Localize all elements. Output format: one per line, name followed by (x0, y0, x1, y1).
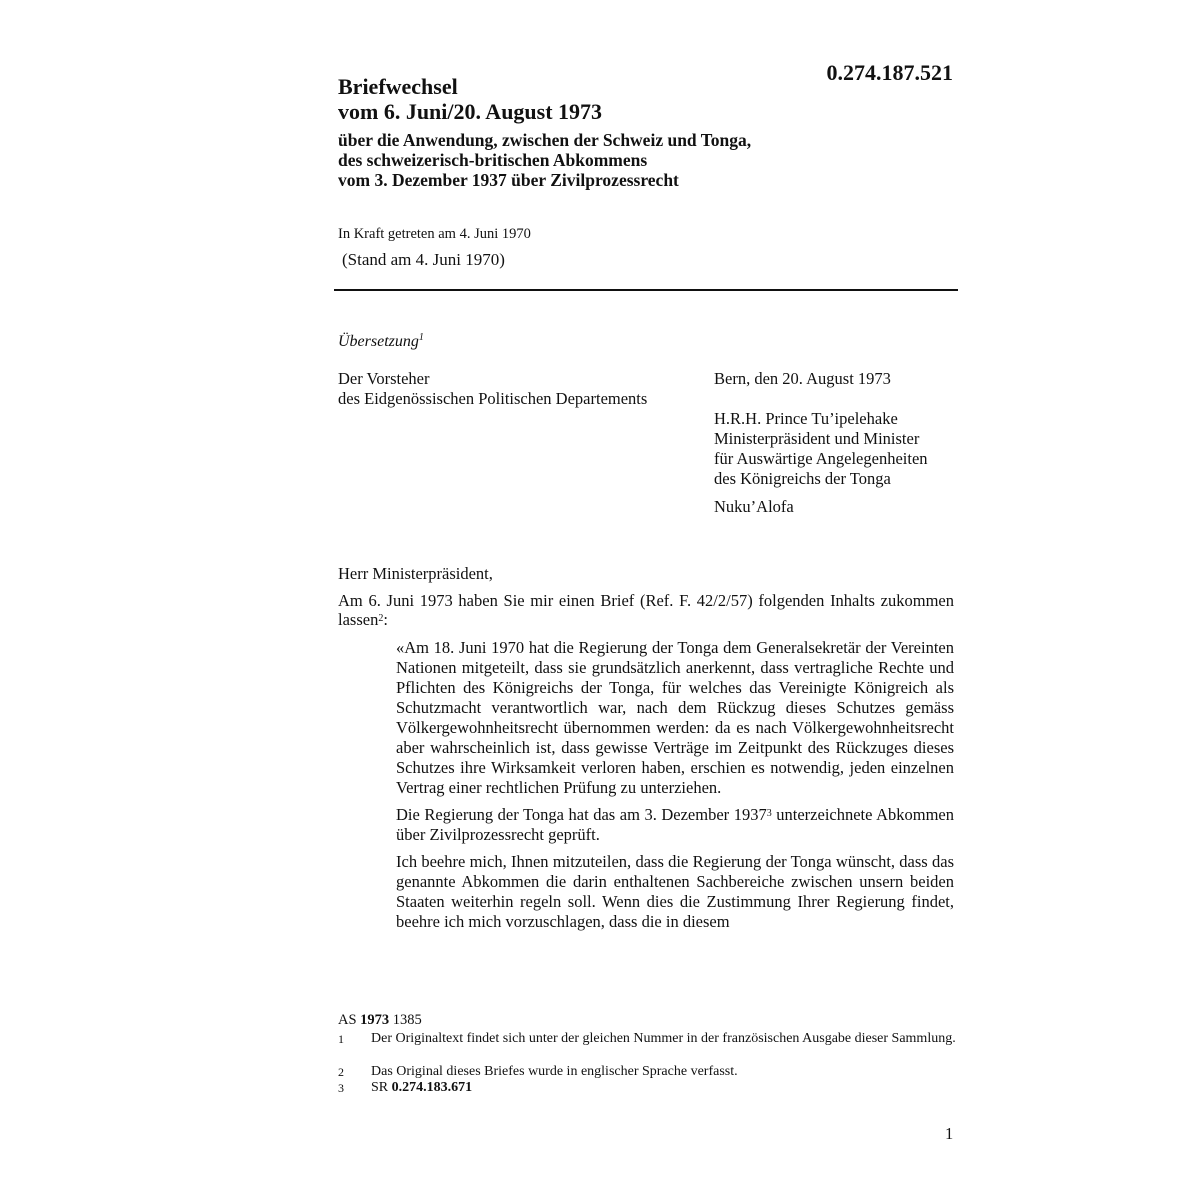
subtitle-line-3: vom 3. Dezember 1937 über Zivilprozessrecht (338, 170, 679, 190)
title-line-1: Briefwechsel (338, 74, 458, 99)
subtitle-line-1: über die Anwendung, zwischen der Schweiz und Tonga, (338, 130, 752, 150)
quoted-letter (396, 638, 954, 939)
footnote-number: 3 (338, 1081, 344, 1095)
letter-date: Bern, den 20. August 1973 (714, 369, 891, 388)
as-reference (338, 1012, 422, 1029)
quote-p2-text-b: unterzeichnete Abkommen über Zivilprozessrecht geprüft. (396, 805, 954, 844)
status-date: (Stand am 4. Juni 1970) (342, 250, 505, 269)
sr-number: 0.274.187.521 (826, 60, 953, 85)
recipient-line-4: des Königreichs der Tonga (714, 469, 891, 488)
recipient-line-3: für Auswärtige Angelegenheiten (714, 449, 928, 468)
footnote-text: Das Original dieses Briefes wurde in englischer Sprache verfasst. (371, 1064, 738, 1079)
page-number: 1 (945, 1124, 954, 1143)
document-title (338, 74, 602, 124)
as-page: 1385 (392, 1012, 422, 1028)
sender-line-2: des Eidgenössischen Politischen Departements (338, 389, 648, 408)
translation-label: Übersetzung (338, 333, 419, 350)
footnote-text (371, 1080, 971, 1096)
translation-note (338, 333, 424, 351)
document-subtitle (338, 130, 751, 190)
footnote-sr-prefix: SR (371, 1080, 389, 1095)
intro-text: Am 6. Juni 1973 haben Sie mir einen Brief (Ref. F. 42/2/57) folgenden Inhalts zukommen lassen (338, 591, 954, 629)
sender-line-1: Der Vorsteher (338, 369, 430, 388)
footnote-ref-3[interactable]: 3 (766, 808, 772, 819)
footnote-text: Der Originaltext findet sich unter der gleichen Nummer in der französischen Ausgabe dieser Sammlung. (371, 1031, 956, 1046)
salutation: Herr Ministerpräsident, (338, 564, 493, 583)
quote-paragraph-2 (396, 805, 954, 845)
footnote-ref-1[interactable]: 1 (418, 332, 424, 343)
sender-block (338, 369, 647, 409)
footnote-number: 2 (338, 1065, 344, 1079)
recipient-line-1: H.R.H. Prince Tu’ipelehake (714, 409, 898, 428)
quote-p2-text-a: Die Regierung der Tonga hat das am 3. Dezember 1937 (396, 805, 767, 824)
header-divider (334, 289, 958, 291)
footnote-ref-2[interactable]: 2 (378, 613, 384, 624)
intro-colon: : (383, 610, 388, 629)
as-year: 1973 (360, 1012, 390, 1028)
quote-paragraph-1: «Am 18. Juni 1970 hat die Regierung der Tonga dem Generalsekretär der Vereinten Nationen mitgeteilt, dass sie grundsätzlich anerkennt, dass vertragliche Rechte und Pflichten des Königreichs der Tonga, für welches das Vereinigte Königreich als Schutzmacht verantwortlich war, nach dem Rückzug dieses Schutzes gemäss Völkergewohnheitsrecht übernommen werden: da es nach Völkergewohnheitsrecht aber wahrscheinlich ist, dass gewisse Verträge im Zeitpunkt des Rückzuges dieses Schutzes ihre Wirksamkeit verloren haben, erschien es notwendig, jeden einzelnen Vertrag einer rechtlichen Prüfung zu unterziehen. (396, 638, 954, 797)
in-force-date: In Kraft getreten am 4. Juni 1970 (338, 226, 531, 242)
footnote-sr-number[interactable]: 0.274.183.671 (391, 1080, 473, 1095)
subtitle-line-2: des schweizerisch-britischen Abkommens (338, 150, 648, 170)
as-prefix: AS (338, 1012, 357, 1028)
recipient-place: Nuku’Alofa (714, 497, 794, 516)
quote-paragraph-3: Ich beehre mich, Ihnen mitzuteilen, dass die Regierung der Tonga wünscht, dass das genannte Abkommen die darin enthaltenen Sachbereiche zwischen unsern beiden Staaten weiterhin regeln soll. Wenn dies die Zustimmung Ihrer Regierung findet, beehre ich mich vorzuschlagen, dass die in diesem (396, 852, 954, 931)
title-line-2: vom 6. Juni/20. August 1973 (338, 99, 603, 124)
recipient-line-2: Ministerpräsident und Minister (714, 429, 920, 448)
footnote-number: 1 (338, 1032, 344, 1046)
intro-paragraph (338, 591, 954, 629)
recipient-block (714, 409, 928, 489)
